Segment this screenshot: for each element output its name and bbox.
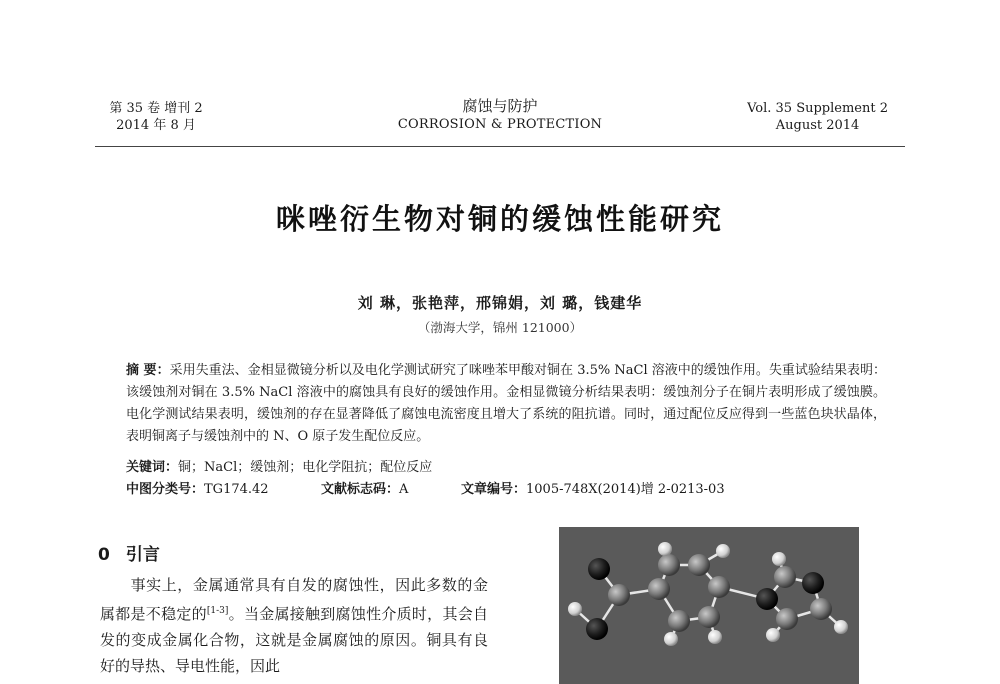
journal-name — [380, 97, 620, 133]
article-number-cell — [461, 480, 725, 500]
journal-name-en: CORROSION & PROTECTION — [397, 117, 603, 132]
date-line: 2014 年 8 月 — [116, 118, 196, 133]
molecule-model — [559, 527, 859, 684]
journal-volume-info-en — [747, 100, 888, 134]
header-divider — [95, 146, 905, 147]
keywords — [126, 458, 886, 478]
body-paragraph — [100, 572, 488, 679]
date-line-en: August 2014 — [775, 118, 860, 133]
clc-value: TG174.42 — [204, 482, 269, 497]
keywords-label: 关键词： — [126, 460, 179, 475]
doc-code-label: 文献标志码： — [321, 482, 400, 497]
section-title: 引言 — [125, 545, 160, 565]
section-heading — [98, 540, 160, 565]
abstract-label: 摘 要： — [126, 363, 170, 378]
article-number-value: 1005-748X(2014)增 2-0213-03 — [526, 482, 725, 497]
keywords-text: 铜；NaCl；缓蚀剂；电化学阻抗；配位反应 — [178, 460, 433, 475]
journal-volume-info — [96, 100, 216, 134]
section-number: 0 — [98, 545, 110, 565]
affiliation: （渤海大学，锦州 121000） — [417, 320, 583, 335]
classification-row — [126, 480, 886, 500]
volume-line: 第 35 卷 增刊 2 — [109, 101, 203, 116]
abstract-text: 采用失重法、金相显微镜分析以及电化学测试研究了咪唑苯甲酸对铜在 3.5% NaCl 溶液中的缓蚀作用。失重试验结果表明：该缓蚀剂对铜在 3.5% NaCl 溶液中的腐蚀具有良好的缓蚀作用。金相显微镜分析结果表明：缓蚀剂分子在铜片表明形成了缓蚀膜。电化学测试结果表明，缓蚀剂的存在显著降低了腐蚀电流密度且增大了系统的阻抗谱。同时，通过配位反应得到一些蓝色块状晶体，表明铜离子与缓蚀剂中的 N、O 原子发生配位反应。 — [126, 363, 887, 444]
clc-cell — [126, 480, 321, 500]
journal-name-cn: 腐蚀与防护 — [462, 97, 538, 115]
article-number-label: 文章编号： — [461, 482, 527, 497]
doc-code-value: A — [399, 482, 409, 497]
doc-code-cell — [321, 480, 461, 500]
volume-line-en: Vol. 35 Supplement 2 — [747, 101, 888, 116]
citation: [1-3] — [206, 606, 229, 616]
paper-title: 咪唑衍生物对铜的缓蚀性能研究 — [275, 202, 724, 236]
clc-label: 中图分类号： — [126, 482, 205, 497]
abstract — [126, 360, 886, 448]
molecule-figure — [559, 527, 859, 684]
atoms — [568, 542, 848, 646]
author-list: 刘 琳，张艳萍，邢锦娟，刘 璐，钱建华 — [357, 294, 643, 312]
body-text-part2: 。当金属接触到腐蚀性介质时，其会自发的变成金属化合物，这就是金属腐蚀的原因。铜具有良好的导热、导电性能，因此 — [100, 605, 488, 675]
body-text-part1: 事实上，金属通常具有自发的腐蚀性，因此多数的金属都是不稳定的 — [100, 576, 488, 623]
